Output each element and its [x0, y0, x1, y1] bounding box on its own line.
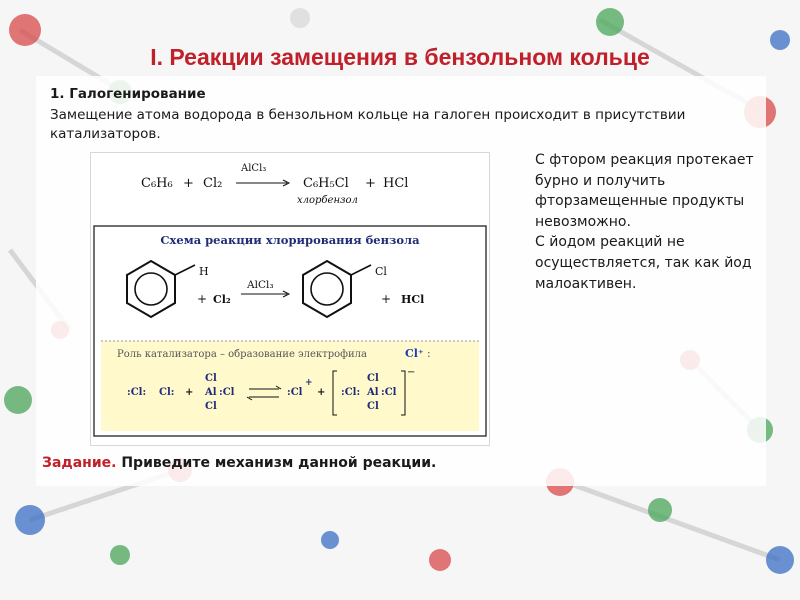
- eq-catalyst: AlCl₃: [241, 163, 267, 174]
- eq-product-name: хлорбензол: [297, 195, 358, 206]
- role-plus2: +: [317, 387, 326, 398]
- intro-text: Замещение атома водорода в бензольном кольце на галоген происходит в присутствии катализаторов.: [50, 107, 686, 142]
- task-text: Приведите механизм данной реакции.: [121, 455, 437, 471]
- halogenation-figure: [90, 152, 490, 446]
- alcl3-right-cl: :Cl: [219, 387, 235, 398]
- iodine-note: С йодом реакций не осуществляется, так как йод малоактивен.: [535, 234, 752, 292]
- cl-cation-charge: +: [305, 378, 313, 388]
- eq-product1: C₆H₅Cl: [303, 176, 349, 191]
- side-note: [535, 150, 755, 294]
- complex-top-cl: Cl: [367, 373, 379, 384]
- fluorine-note: С фтором реакция протекает бурно и получить фторзамещенные продукты невозможно.: [535, 152, 754, 230]
- scheme-plus1: +: [197, 292, 208, 306]
- eq-plus2: +: [365, 176, 376, 191]
- scheme-hcl: HCl: [401, 293, 425, 306]
- task-line: [42, 455, 436, 471]
- caption-colon: :: [427, 347, 431, 360]
- cl-cation: :Cl: [287, 387, 303, 398]
- alcl3-al: Al: [205, 387, 217, 398]
- complex-charge: −: [407, 367, 416, 378]
- complex-al: Al: [367, 387, 379, 398]
- complex-bottom-cl: Cl: [367, 401, 379, 412]
- eq-reactant1: C₆H₆: [141, 176, 173, 191]
- role-plus: +: [185, 387, 194, 398]
- electrophile-symbol: Cl⁺: [405, 347, 424, 360]
- eq-product2: HCl: [383, 176, 409, 191]
- cl-left-a: :Cl:: [127, 387, 147, 398]
- section-heading: 1. Галогенирование: [50, 86, 206, 102]
- scheme-plus2: +: [381, 292, 392, 306]
- catalyst-role-caption: Роль катализатора – образование электрофила: [117, 349, 367, 360]
- complex-left-cl: :Cl:: [341, 387, 361, 398]
- scheme-title: Схема реакции хлорирования бензола: [160, 233, 420, 247]
- right-substituent: Cl: [375, 265, 387, 278]
- slide-title: I. Реакции замещения в бензольном кольце: [150, 44, 650, 70]
- complex-right-cl: :Cl: [381, 387, 397, 398]
- scheme-cl2: Cl₂: [213, 293, 231, 306]
- alcl3-top-cl: Cl: [205, 373, 217, 384]
- eq-plus1: +: [183, 176, 194, 191]
- eq-reactant2: Cl₂: [203, 176, 223, 191]
- task-label: Задание.: [42, 455, 117, 471]
- cl-left-b: Cl:: [159, 387, 175, 398]
- halogenation-diagram: [91, 153, 489, 445]
- scheme-catalyst: AlCl₃: [247, 279, 274, 291]
- alcl3-bottom-cl: Cl: [205, 401, 217, 412]
- left-substituent: H: [199, 265, 209, 278]
